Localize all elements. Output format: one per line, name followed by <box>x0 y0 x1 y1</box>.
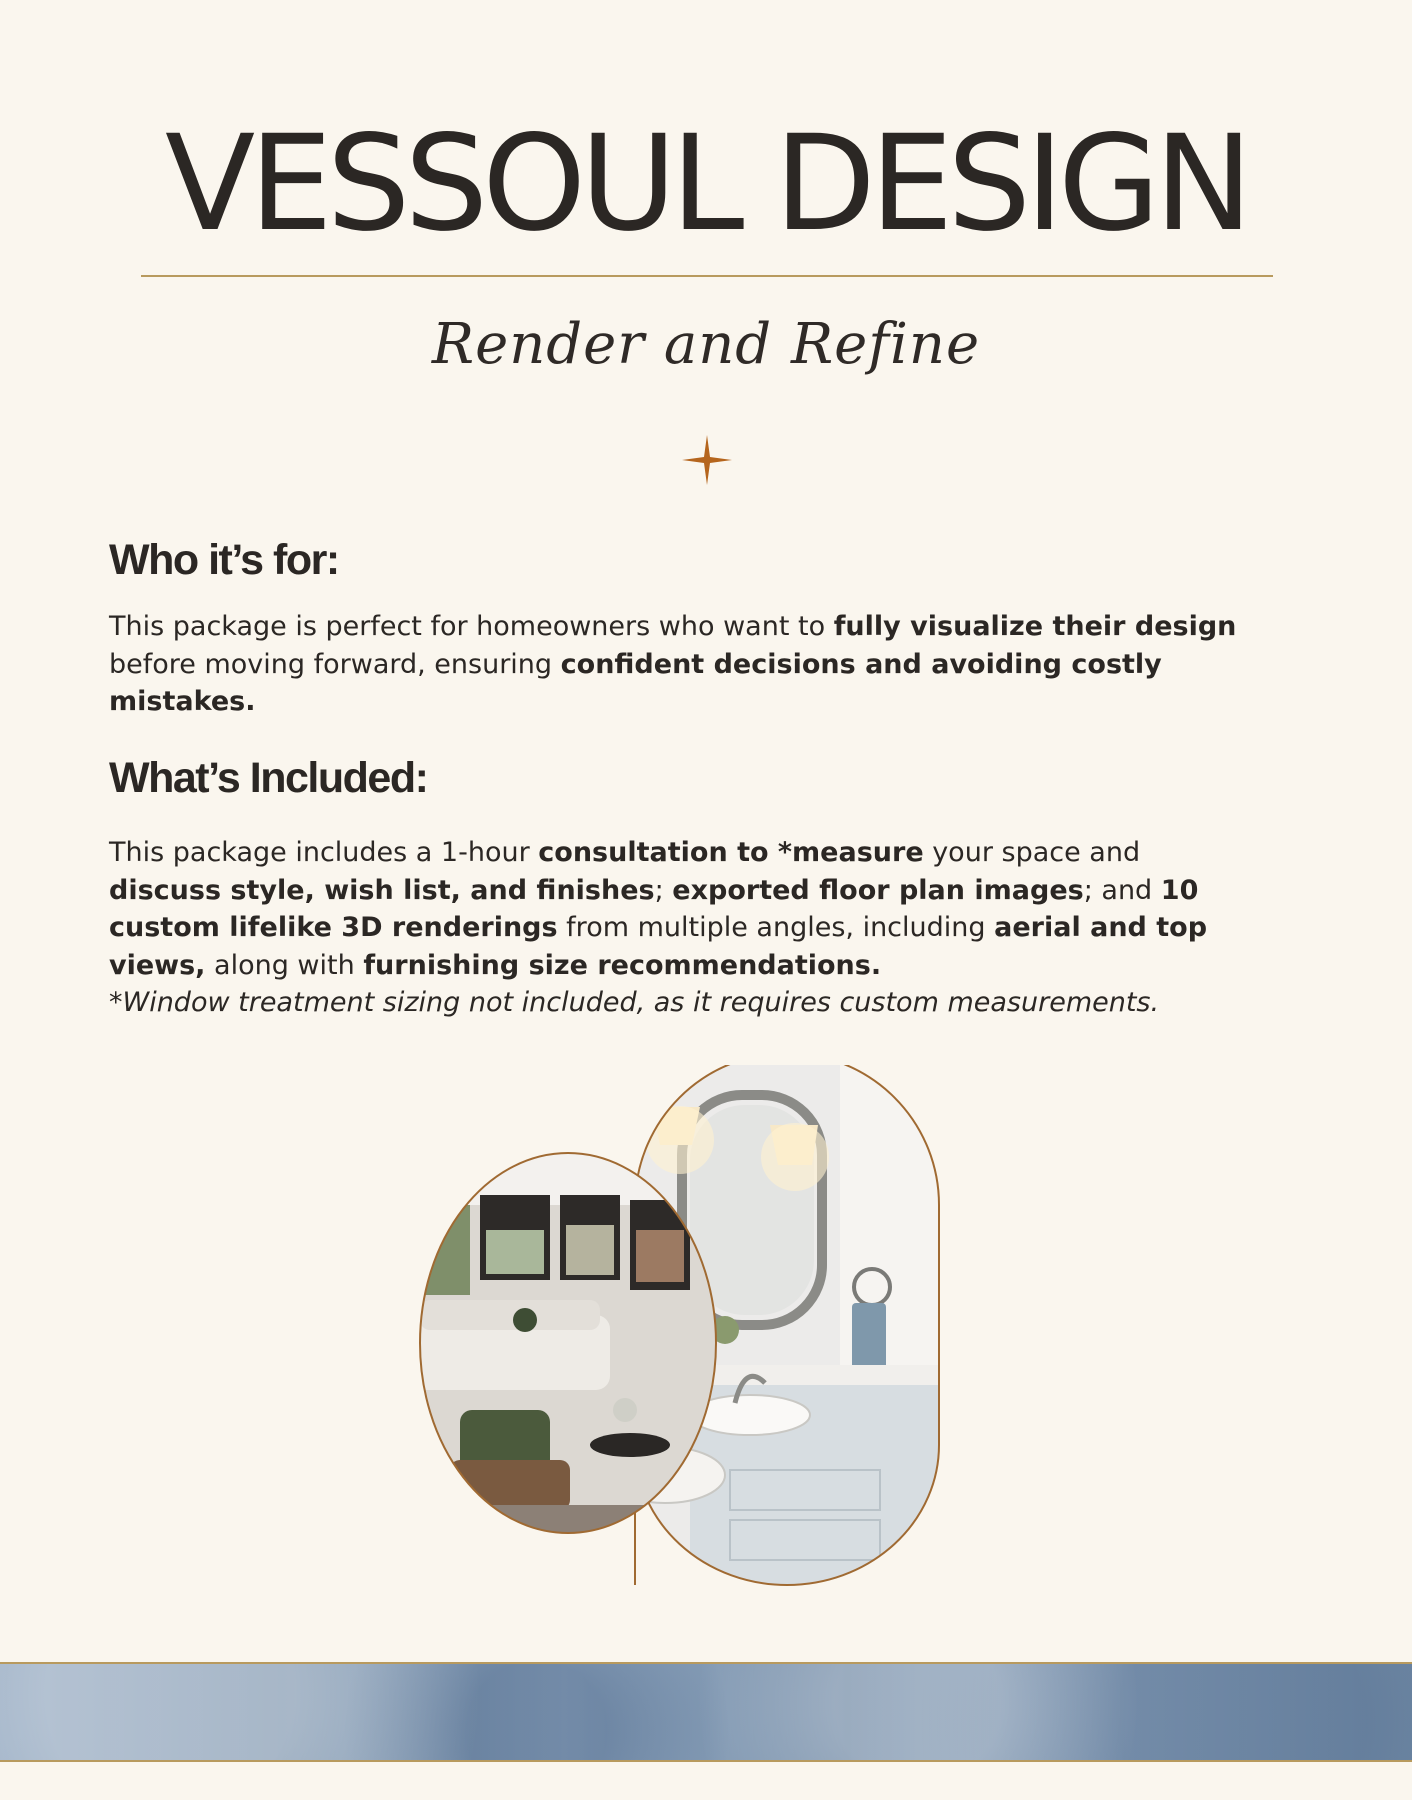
marble-footer-band <box>0 1662 1412 1762</box>
incl-text-3: ; <box>654 874 673 906</box>
package-subtitle: Render and Refine <box>431 312 981 377</box>
incl-bold-4: 10 custom lifelike 3D renderings <box>109 874 1199 943</box>
who-paragraph <box>109 608 1249 721</box>
who-bold-1: fully visualize their design <box>833 611 1237 642</box>
incl-bold-5: aerial and top views, <box>109 912 1208 981</box>
incl-bold-2: discuss style, wish list, and finishes <box>109 874 655 906</box>
included-paragraph <box>109 834 1249 1022</box>
who-bold-2: confident decisions and avoiding costly mistakes. <box>109 648 1162 717</box>
incl-bold-3: exported floor plan images <box>672 874 1084 906</box>
incl-text-4: ; and <box>1083 874 1161 906</box>
incl-text-1: This package includes a 1-hour <box>109 837 539 868</box>
sparkle-icon <box>681 434 733 486</box>
incl-text-5: from multiple angles, including <box>557 912 995 943</box>
divider <box>141 275 1273 277</box>
who-text-1: This package is perfect for homeowners who want to <box>109 611 834 642</box>
included-heading: What’s Included: <box>109 754 428 802</box>
incl-bold-1: consultation to *measure <box>538 837 924 868</box>
brand-title: VESSOUL DESIGN <box>164 107 1248 261</box>
renderings-collage <box>390 1065 970 1605</box>
incl-text-6: along with <box>205 949 364 981</box>
who-heading: Who it’s for: <box>109 536 339 584</box>
incl-text-2: your space and <box>923 837 1141 868</box>
who-text-2: before moving forward, ensuring <box>109 648 561 680</box>
incl-bold-6: furnishing size recommendations. <box>363 949 882 981</box>
window-note: *Window treatment sizing not included, as it requires custom measurements. <box>109 987 1160 1018</box>
